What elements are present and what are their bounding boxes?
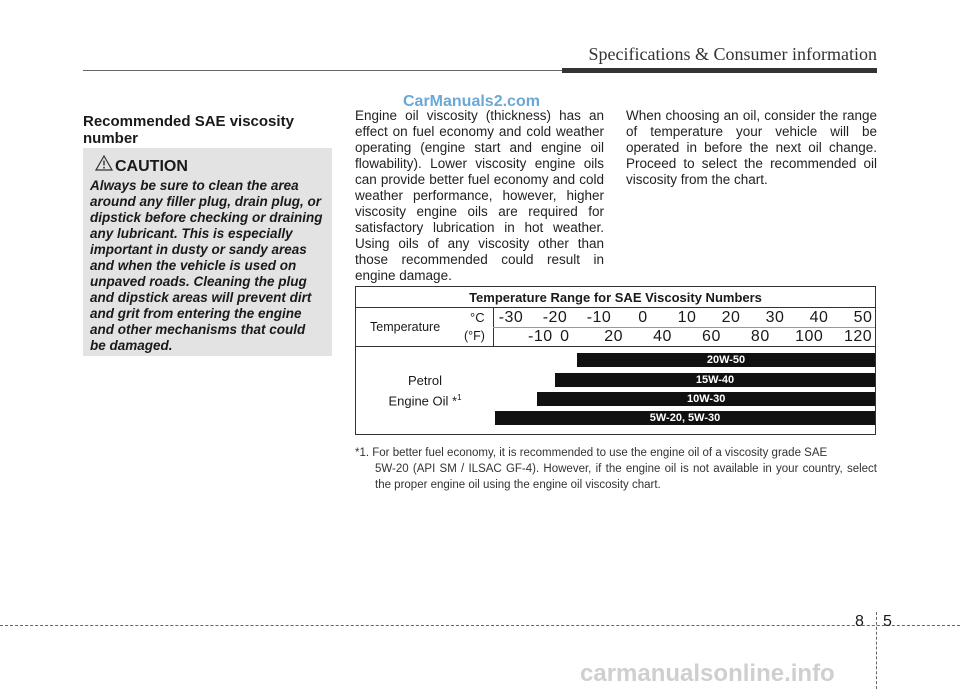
oil-bar-15w-40: 15W-40 (555, 373, 875, 387)
footnote-rest: 5W-20 (API SM / ILSAC GF-4). However, if the engine oil is not available in your country, select the proper engine oil using the engine oil viscosity chart. (375, 463, 877, 491)
choosing-oil-paragraph: When choosing an oil, consider the range of temperature your vehicle will be operated in before the next oil change. Proceed to select the recommended oil viscosity from the chart. (626, 108, 877, 187)
fahrenheit-tick: 120 (844, 328, 873, 345)
celsius-tick: 50 (853, 309, 873, 326)
oil-bar-10w-30: 10W-30 (537, 392, 875, 406)
engine-label-line2: Engine Oil * (388, 393, 458, 409)
oil-bar-5w-20-5w-30: 5W-20, 5W-30 (495, 411, 875, 425)
watermark-top: CarManuals2.com (403, 93, 540, 110)
celsius-tick: -10 (586, 309, 612, 326)
caution-box (83, 148, 332, 356)
footnote (355, 445, 877, 493)
page-number: 5 (883, 613, 892, 630)
fahrenheit-tick: 0 (560, 328, 570, 345)
page-chapter: 8 (855, 613, 864, 630)
celsius-tick: 30 (765, 309, 785, 326)
header-rule-accent (562, 68, 877, 73)
footer-rule (0, 625, 960, 626)
celsius-tick: -20 (542, 309, 568, 326)
page-divider (876, 612, 877, 689)
table-divider (356, 346, 875, 347)
engine-label-sup: 1 (457, 393, 462, 402)
oil-bar-20w-50: 20W-50 (577, 353, 875, 367)
celsius-tick: 40 (809, 309, 829, 326)
celsius-tick: 20 (721, 309, 741, 326)
caution-title: CAUTION (115, 158, 188, 175)
fahrenheit-tick: -10 (528, 328, 553, 345)
warning-triangle-icon (95, 155, 113, 171)
fahrenheit-unit: (°F) (464, 329, 485, 343)
fahrenheit-tick: 80 (750, 328, 770, 345)
table-title: Temperature Range for SAE Viscosity Numbers (469, 290, 762, 305)
engine-oil-label (356, 372, 494, 409)
celsius-unit: °C (470, 310, 485, 325)
engine-label-line1: Petrol (408, 373, 442, 388)
header-title: Specifications & Consumer information (588, 44, 877, 64)
celsius-tick: 0 (638, 309, 648, 326)
fahrenheit-tick: 40 (653, 328, 672, 345)
viscosity-table (355, 286, 876, 435)
caution-text: Always be sure to clean the area around any filler plug, drain plug, or dipstick before checking or draining any lubricant. This is especially important in dusty or sandy areas and when the vehicle is used on unpaved roads. Cleaning the plug and dipstick areas will prevent dirt and grit from entering the engine and other mechanisms that could be damaged. (90, 178, 323, 353)
watermark-bottom: carmanualsonline.info (580, 660, 835, 687)
fahrenheit-tick: 100 (795, 328, 824, 345)
footnote-line1: *1. For better fuel economy, it is recommended to use the engine oil of a viscosity grade SAE (355, 447, 828, 459)
fahrenheit-tick: 20 (604, 328, 624, 345)
celsius-tick: 10 (677, 309, 697, 326)
fahrenheit-tick: 60 (702, 328, 721, 345)
viscosity-paragraph: Engine oil viscosity (thickness) has an effect on fuel economy and cold weather operating (engine start and engine oil flowability). Lower viscosity engine oils can provide better fuel economy and cold weather performance, however, higher viscosity engine oils are required for satisfactory lubrication in hot weather. Using oils of any viscosity other than those recommended could result in engine damage. (355, 108, 604, 283)
celsius-tick: -30 (498, 309, 524, 326)
temperature-label: Temperature (370, 320, 441, 334)
table-divider (356, 307, 875, 308)
section-heading: Recommended SAE viscosity number (83, 113, 294, 147)
